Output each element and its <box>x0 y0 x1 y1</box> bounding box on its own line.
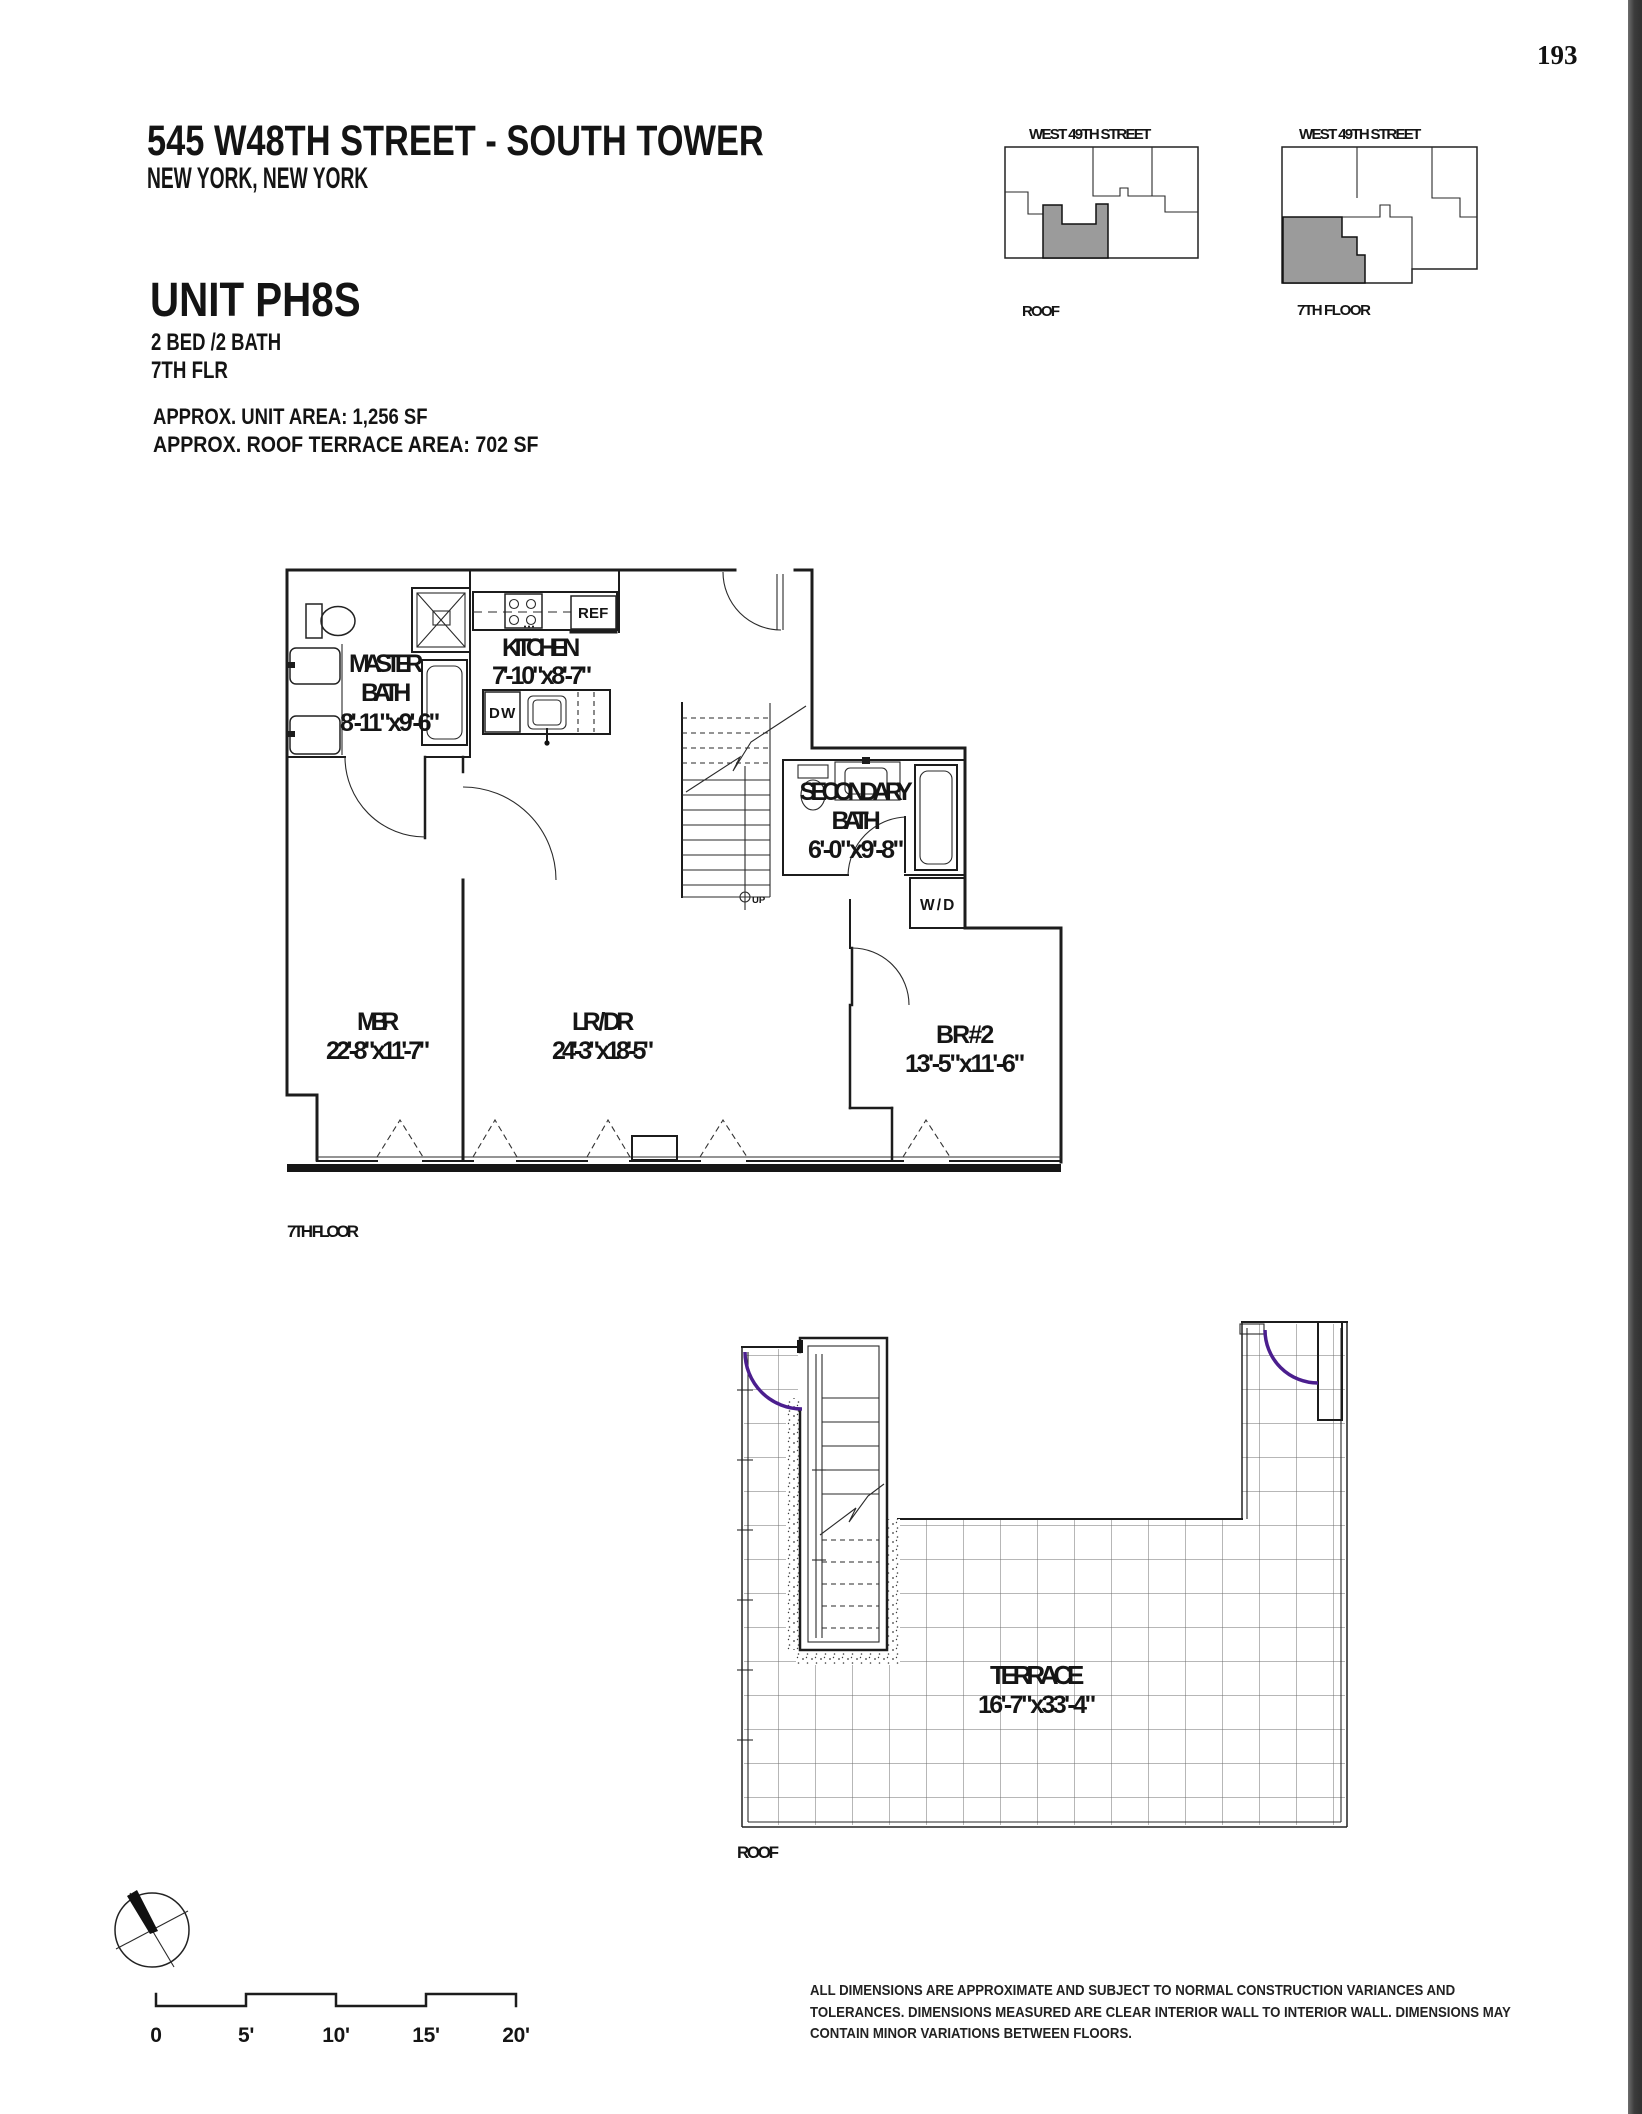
exterior-wall-band <box>287 1164 1061 1172</box>
shower-icon <box>412 588 470 652</box>
concrete-stipple <box>887 1519 900 1650</box>
terrace-area: APPROX. ROOF TERRACE AREA: 702 SF <box>153 432 539 457</box>
unit-title: UNIT PH8S <box>150 274 361 327</box>
scale-tick-label: 0 <box>150 2024 162 2047</box>
floor-plan-caption: 7TH FLOOR <box>287 1222 359 1241</box>
key-plan-unit-highlight <box>1043 204 1108 258</box>
door-swing-icon <box>463 787 556 880</box>
key-plan-caption: 7TH FLOOR <box>1297 302 1371 319</box>
room-label: LR / DR <box>572 1008 634 1036</box>
window-icon <box>377 1120 423 1157</box>
unit-config: 2 BED /2 BATH <box>151 329 282 356</box>
key-plan-unit-highlight <box>1283 217 1365 283</box>
door-swing-icon <box>723 572 781 630</box>
key-plan-roof <box>1005 126 1198 320</box>
compass-icon <box>115 1890 189 1967</box>
stair-treads-upper <box>682 718 770 763</box>
room-label: SECONDARY <box>799 778 913 806</box>
toilet-icon <box>306 604 355 638</box>
disclaimer-line: TOLERANCES. DIMENSIONS MEASURED ARE CLEAR INTERIOR WALL TO INTERIOR WALL. DIMENSIONS MAY <box>810 2003 1511 2021</box>
key-plan-street-label: WEST 49TH STREET <box>1029 126 1151 143</box>
wd-label: W/D <box>920 897 954 914</box>
disclaimer-line: CONTAIN MINOR VARIATIONS BETWEEN FLOORS. <box>810 2025 1132 2042</box>
master-bath <box>286 570 470 838</box>
room-dims: 22'-8"x11'-7" <box>326 1037 430 1065</box>
stair-bulkhead <box>786 1338 900 1665</box>
key-plan-street-label: WEST 49TH STREET <box>1299 126 1421 143</box>
room-label: KITCHEN <box>502 634 580 662</box>
building-subtitle: NEW YORK, NEW YORK <box>147 162 369 195</box>
entry-door <box>723 572 783 630</box>
washer-dryer-closet <box>910 878 965 928</box>
sink-icon <box>286 648 340 684</box>
kitchen <box>473 572 619 746</box>
building-title: 545 W48TH STREET - SOUTH TOWER <box>147 117 764 165</box>
roof-plan-caption: ROOF <box>737 1843 779 1862</box>
window-icon <box>700 1120 747 1157</box>
door-jamb <box>797 1340 803 1353</box>
room-dims: 8'-11"x9'-6" <box>340 709 440 737</box>
window-icon <box>587 1120 630 1157</box>
floor-plan-7th <box>286 570 1061 1241</box>
unit-floor: 7TH FLR <box>151 357 228 384</box>
up-label: UP <box>752 895 766 906</box>
stair-treads-lower <box>682 780 770 885</box>
disclaimer-line: ALL DIMENSIONS ARE APPROXIMATE AND SUBJECT TO NORMAL CONSTRUCTION VARIANCES AND <box>810 1982 1456 1999</box>
room-dims: 16'-7"x33'-4" <box>978 1691 1096 1719</box>
room-label: BR#2 <box>936 1021 994 1049</box>
room-dims: 24'-3"x18'-5" <box>552 1037 654 1065</box>
scale-bar <box>150 1994 529 2047</box>
room-label: BATH <box>831 807 881 835</box>
north-needle <box>127 1890 158 1934</box>
key-plan-7th-floor <box>1282 126 1477 319</box>
door-swing-icon <box>852 948 909 1005</box>
structural-pier <box>632 1136 677 1160</box>
bathtub-icon <box>915 765 957 870</box>
room-label: BATH <box>361 679 411 707</box>
room-label: MASTER <box>349 650 423 678</box>
window-icon <box>473 1120 517 1157</box>
scale-tick-label: 15' <box>412 2024 440 2047</box>
page-number: 193 <box>1537 40 1578 70</box>
room-label: TERRACE <box>990 1660 1084 1690</box>
ref-label: REF <box>578 605 608 622</box>
unit-area: APPROX. UNIT AREA: 1,256 SF <box>153 404 428 429</box>
mbr-partition <box>463 757 556 1160</box>
kitchen-sink-icon <box>528 696 566 746</box>
stair-break-line <box>686 706 806 792</box>
room-dims: 7'-10"x8'-7" <box>492 662 592 690</box>
dw-label: DW <box>489 705 515 722</box>
room-dims: 13'-5"x11'-6" <box>905 1050 1025 1078</box>
kitchen-island <box>483 690 610 746</box>
stove-icon <box>505 594 542 628</box>
sink-icon <box>286 716 340 754</box>
window-icon <box>903 1120 950 1157</box>
door-swing-icon <box>345 757 425 837</box>
room-label: MBR <box>357 1008 399 1036</box>
concrete-stipple <box>796 1650 900 1665</box>
room-dims: 6'-0"x9'-8" <box>808 836 904 864</box>
scale-tick-label: 10' <box>322 2024 350 2047</box>
refrigerator-icon <box>571 596 616 629</box>
stair <box>682 703 806 910</box>
scale-tick-label: 20' <box>502 2024 530 2047</box>
roof-plan <box>737 1322 1347 1862</box>
concrete-stipple <box>786 1398 800 1650</box>
key-plan-caption: ROOF <box>1022 303 1060 320</box>
secondary-bath <box>783 757 963 875</box>
scale-tick-label: 5' <box>237 2024 255 2047</box>
